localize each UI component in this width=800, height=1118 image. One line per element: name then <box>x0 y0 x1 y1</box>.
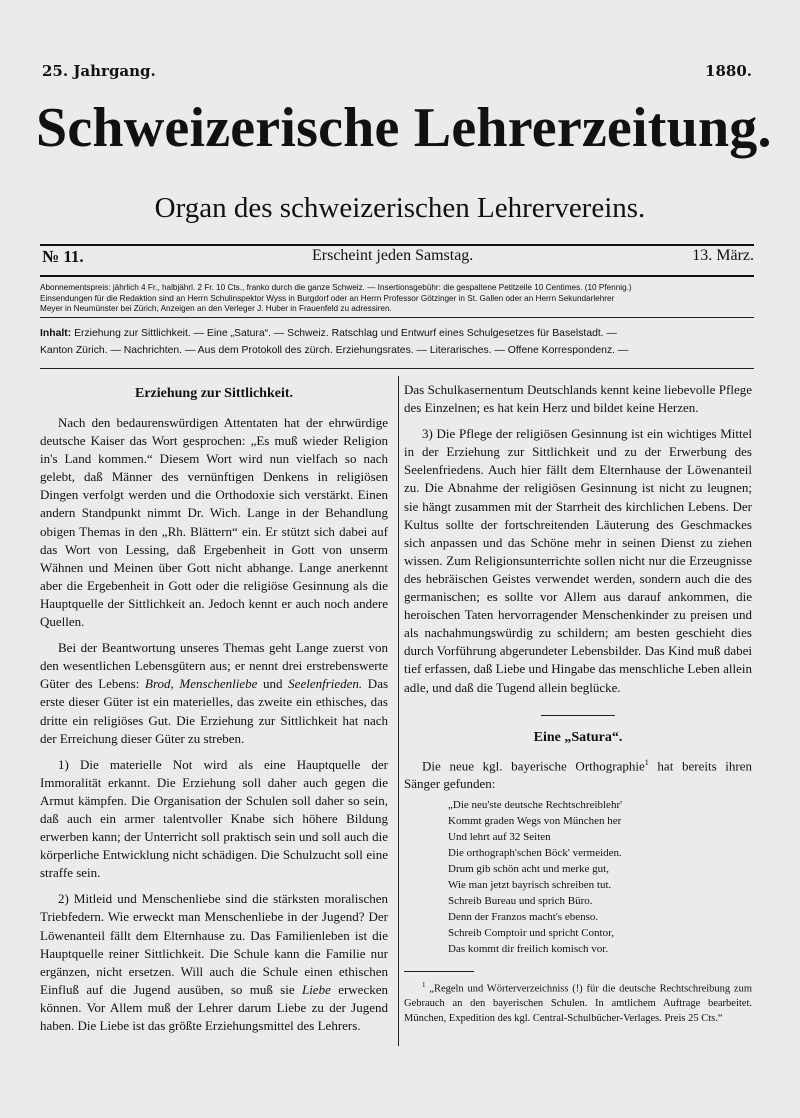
emphasis-brod: Brod <box>145 676 171 692</box>
paragraph: 2) Mitleid und Menschenliebe sind die stärksten moralischen Triebfedern. Wie erweckt man Menschenliebe in der Jugend? Der Löwenanteil fällt dem Elternhause zu. Das Familienleben ist die Hauptquelle reiner Sittlichkeit. Die Schule kann die Familie nur ergänzen, nicht ersetzen. Will auch die Schule einen ethischen Einfluß auf die Jugend ausüben, so muß sie Liebe erwecken können. Vor Allem muß der Lehrer darum Liebe zu der Jugend haben. Die Liebe ist das größte Erziehungsmittel des Lehrers. <box>40 891 388 1033</box>
footnote: $^1$ „Regeln und Wörterverzeichniss (!) für die deutsche Rechtschreibung zum Gebrauch an den bayerischen Schulen. In amtlichem Auftrage bearbeitet. München, Expedition des kgl. Central-Schulbücher-Verlages. Preis 25 Cts.“ <box>404 981 752 1024</box>
footnote-rule <box>404 971 474 972</box>
poem-line: Drum gib schön acht und merke gut, <box>448 863 609 876</box>
poem-line: Kommt graden Wegs von München her <box>448 815 622 828</box>
emphasis-liebe: Liebe <box>301 981 331 997</box>
toc-rule-top <box>40 317 754 318</box>
top-header <box>42 62 752 82</box>
issue-date: 13. März. <box>692 247 754 264</box>
emphasis-menschenliebe: Menschenliebe <box>179 676 258 692</box>
year-label: 1880. <box>705 62 752 80</box>
toc-rule-bottom <box>40 368 754 369</box>
section-divider <box>541 715 615 716</box>
subscription-line: Abonnementspreis: jährlich 4 Fr., halbjährl. 2 Fr. 10 Cts., franko durch die ganze Schweiz. — Insertionsgebühr: die gespaltene Petitzeile 10 Centimes. (10 Pfennig.) <box>40 283 632 292</box>
right-column <box>404 381 752 1026</box>
masthead-title: Schweizerische Lehrerzeitung. <box>36 97 772 159</box>
paragraph: 1) Die materielle Not wird als eine Hauptquelle der Immoralität erkannt. Die Erziehung soll daher auch gegen die Armut kämpfen. Die Organisation der Schulen soll daher so sein, daß auch ein armer talentvoller Knabe sich höhere Bildung erwerben kann; der Unterricht soll praktisch sein und soll auch die körperliche Entwicklung nicht schädigen. Die Schulzucht soll eine straffe sein. <box>40 756 388 881</box>
toc-label: Inhalt: <box>40 328 72 339</box>
table-of-contents <box>40 325 756 359</box>
paragraph: Bei der Beantwortung unseres Themas geht Lange zuerst von den wesentlichen Lebensgütern aus; er nennt drei erstrebenswerte Güter des Lebens: Brod, Menschenliebe und Seelenfrieden. Das erste dieser Güter ist ein materielles, das zweite ein ethisches, das dritte ein religiöses Gut. Die Erziehung zur Sittlichkeit hat nach der Erreichung dieser Güter zu streben. <box>40 640 389 746</box>
toc-entries: Kanton Zürich. — Nachrichten. — Aus dem Protokoll des zürch. Erziehungsrates. — Literarisches. — Offene Korrespondenz. — <box>40 345 629 356</box>
masthead-subtitle: Organ des schweizerischen Lehrervereins. <box>154 192 646 224</box>
toc-entries: Erziehung zur Sittlichkeit. — Eine „Satura“. — Schweiz. Ratschlag und Entwurf eines Schulgesetzes für Baselstadt. — <box>74 328 617 339</box>
column-divider <box>398 376 399 1046</box>
issue-frequency: Erscheint jeden Samstag. <box>312 247 474 264</box>
footnote-reference: 1 <box>644 757 649 767</box>
poem-line: Und lehrt auf 32 Seiten <box>448 831 551 844</box>
poem <box>404 797 752 957</box>
footnote-marker: 1 <box>422 981 426 990</box>
header-rule-bottom <box>40 275 754 277</box>
article-title: Eine „Satura“. <box>533 729 623 745</box>
issue-number: № 11. <box>42 247 84 266</box>
paragraph-continued: Das Schulkasernentum Deutschlands kennt keine liebevolle Pflege des Einzelnen; es hat kein Herz und bildet keine Herzen. <box>404 382 752 416</box>
emphasis-seelenfrieden: Seelenfrieden. <box>288 676 363 692</box>
subscription-line: Einsendungen für die Redaktion sind an Herrn Schulinspektor Wyss in Burgdorf oder an Herrn Professor Götzinger in St. Gallen oder an Herrn Sekundarlehrer <box>40 293 615 303</box>
poem-line: Denn der Franzos macht's ebenso. <box>448 911 599 924</box>
poem-line: „Die neu'ste deutsche Rechtschreiblehr' <box>448 799 623 812</box>
issue-line <box>42 247 754 269</box>
toc-line <box>40 325 756 342</box>
volume-label: 25. Jahrgang. <box>42 62 156 80</box>
header-rule-top <box>40 244 754 246</box>
paragraph: Die neue kgl. bayerische Orthographie$^1$ hat bereits ihren Sänger gefunden: <box>404 757 753 792</box>
subscription-info <box>40 283 756 315</box>
left-column <box>40 384 388 1035</box>
subscription-line: Meyer in Neumünster bei Zürich, Anzeigen an den Verleger J. Huber in Frauenfeld zu adressiren. <box>40 304 392 313</box>
poem-line: Schreib Comptoir und spricht Contor, <box>448 927 615 940</box>
poem-line: Die orthograph'schen Böck' vermeiden. <box>448 847 622 860</box>
poem-line: Wie man jetzt bayrisch schreiben tut. <box>448 879 612 892</box>
poem-line: Schreib Bureau und sprich Büro. <box>448 895 593 908</box>
article-title: Erziehung zur Sittlichkeit. <box>134 386 294 401</box>
paragraph: 3) Die Pflege der religiösen Gesinnung ist ein wichtiges Mittel in der Erziehung zur Sittlichkeit und zu der Erwerbung des Seelenfriedens. Auch hier fällt dem Elternhause der Löwenanteil zu. Die Abnahme der religiösen Gesinnung ist nicht zu leugnen; sie hängt zusammen mit der Starrheit des kirchlichen Lebens. Der Kultus sollte der fortschreitenden Läuterung des Geschmackes sich anpassen und das Schöne mehr in seinen Dienst zu ziehen wissen. Zum Religionsunterrichte sollen nicht nur die Erzeugnisse des hebräischen Geistes verwendet werden, sondern auch die des germanischen; es sollte vor Allem aus darauf ankommen, die heroischen Taten hervorragender Menschenkinder zu preisen und als nachahmungswürdig zu schildern; am besten geschieht dies durch Vorführung abgerundeter Lebensbilder. Das Kind muß dabei tief erfassen, daß Liebe und Hingabe das menschliche Leben allein adle, und daß die Tugend allein beglücke. <box>404 426 752 695</box>
poem-line: Das kommt dir freilich komisch vor. <box>448 943 609 956</box>
paragraph: Nach den bedaurenswürdigen Attentaten hat der ehrwürdige deutsche Kaiser das Wort gesprochen: „Es muß wieder Religion in's Land kommen.“ Diesem Wort wird nun vielfach so nach gelebt, daß Männer des vernünftigen Denkens in religiösen Dingen verfolgt werden und die Orthodoxie sich verstärkt. Einen andern Standpunkt nimmt Dr. Wich. Lange in der Behandlung obigen Themas in den „Rh. Blättern“ ein. Er stützt sich dabei auf das Wort von Lessing, daß Ergebenheit in Gott von unserm Wähnen und Meinen über Gott nicht abhange. Lange anerkennt aber die Ergebenheit in Gott oder die religiöse Gesinnung als die Hauptquelle der Sittlichkeit an. Jedoch kennt er auch noch andere Quellen. <box>40 415 388 630</box>
